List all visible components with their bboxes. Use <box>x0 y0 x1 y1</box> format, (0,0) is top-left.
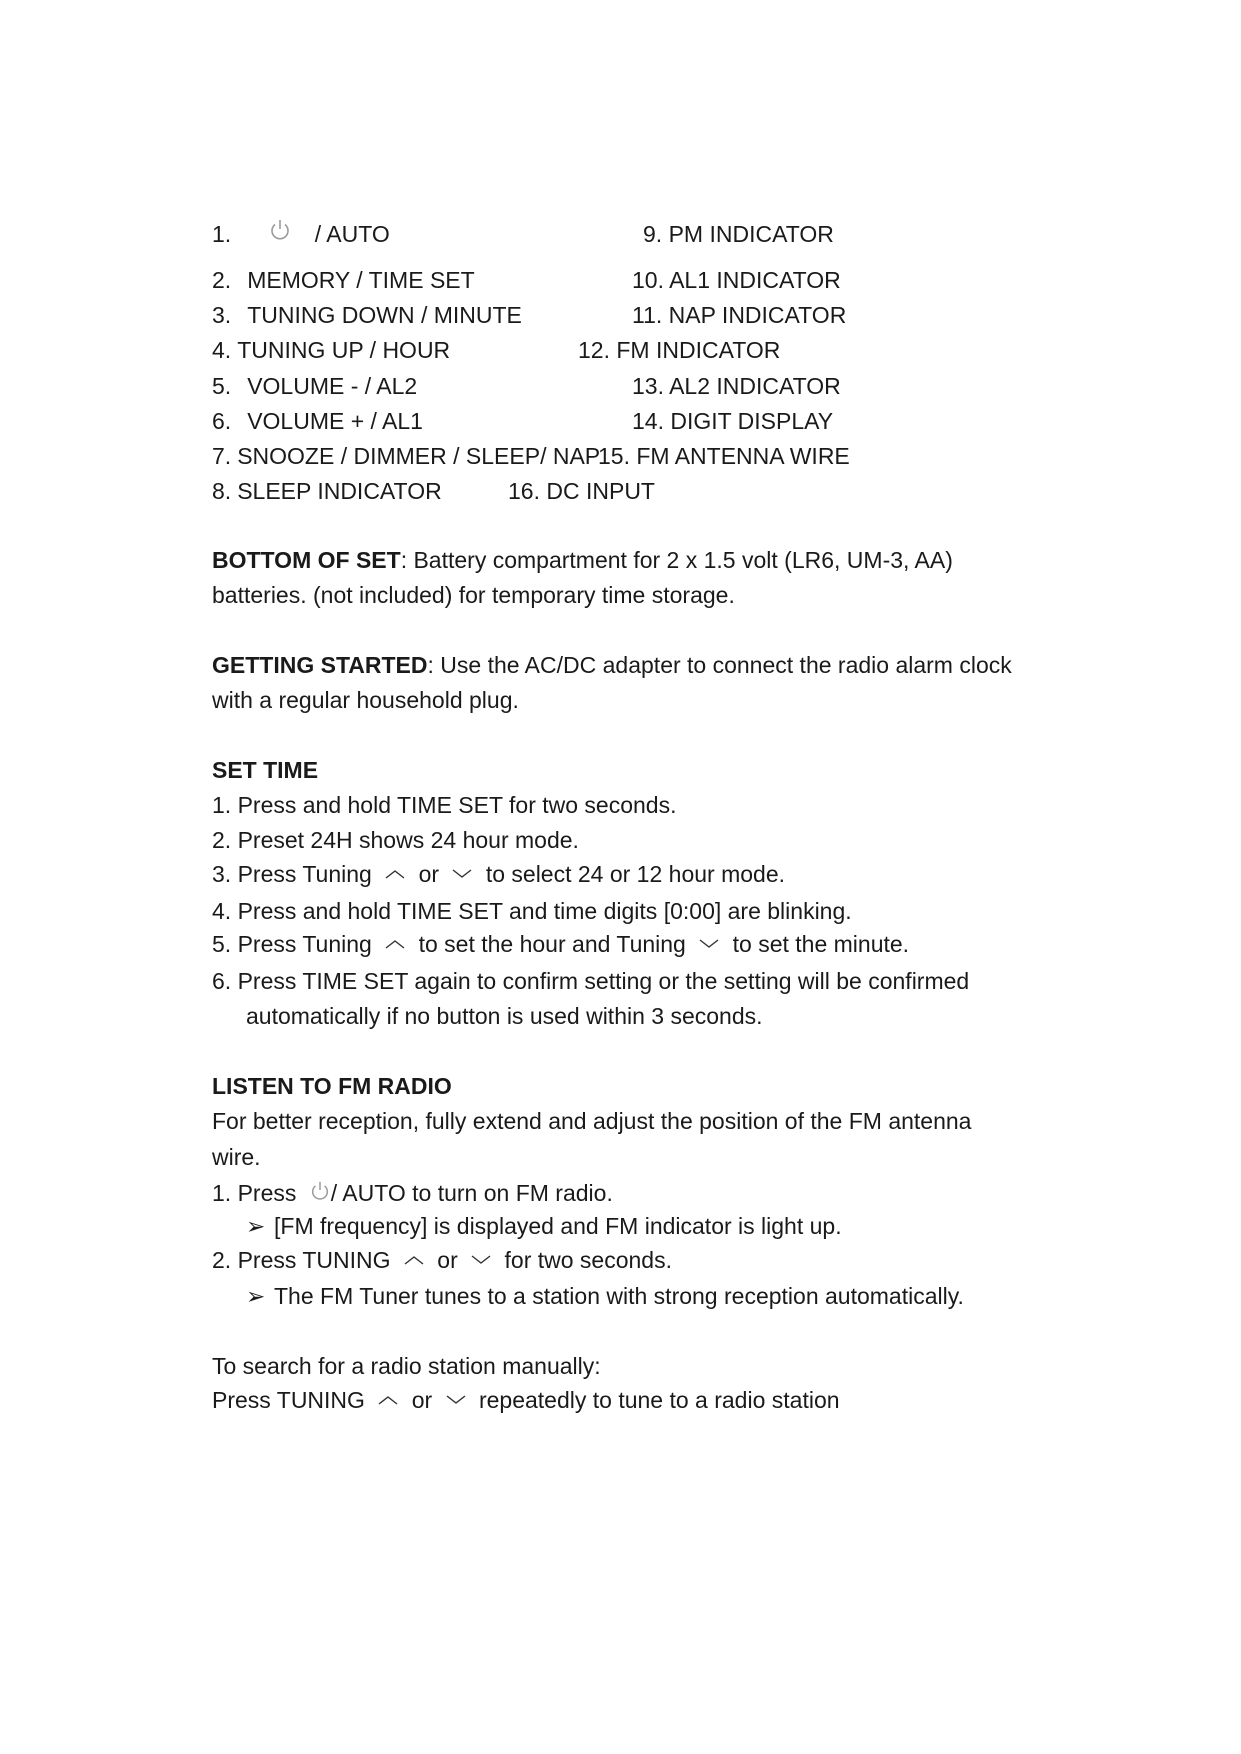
arrow-bullet-icon: ➢ <box>246 1213 266 1239</box>
bottom-of-set-line-2: batteries. (not included) for temporary time storage. <box>212 582 735 608</box>
part-label: SNOOZE / DIMMER / SLEEP/ NAP <box>237 443 601 469</box>
part-7 <box>212 445 600 468</box>
step-text: or <box>411 1387 433 1413</box>
part-4 <box>212 339 450 362</box>
step-text: The FM Tuner tunes to a station with strong reception automatically. <box>274 1283 964 1309</box>
part-1 <box>212 223 390 248</box>
power-icon <box>309 1180 331 1202</box>
tuning-up-icon <box>403 1254 425 1266</box>
part-number: 6. <box>212 408 232 434</box>
set-time-step-6-cont: automatically if no button is used within 3 seconds. <box>246 1003 763 1029</box>
tuning-up-icon <box>384 938 406 950</box>
part-label: MEMORY / TIME SET <box>247 267 475 293</box>
fm-step-2-sub <box>246 1285 964 1308</box>
part-label: SLEEP INDICATOR <box>237 478 442 504</box>
step-text: 5. Press Tuning <box>212 931 372 957</box>
part-number: 3. <box>212 302 232 328</box>
getting-started-line-1 <box>212 654 1012 677</box>
part-11: 11. NAP INDICATOR <box>632 302 847 328</box>
step-text: Press TUNING <box>212 1387 365 1413</box>
part-13: 13. AL2 INDICATOR <box>632 373 841 399</box>
step-text: for two seconds. <box>504 1247 672 1273</box>
getting-started-label: GETTING STARTED <box>212 652 428 678</box>
step-text: to set the minute. <box>732 931 910 957</box>
part-number: 5. <box>212 373 232 399</box>
step-text: 3. Press Tuning <box>212 861 372 887</box>
tuning-down-icon <box>698 938 720 950</box>
getting-started-text: : Use the AC/DC adapter to connect the radio alarm clock <box>427 652 1012 678</box>
step-text: or <box>418 861 440 887</box>
step-text: repeatedly to tune to a radio station <box>478 1387 840 1413</box>
manual-search-line-1: To search for a radio station manually: <box>212 1353 601 1379</box>
set-time-step-3 <box>212 863 785 886</box>
fm-step-1-sub <box>246 1215 842 1238</box>
part-2 <box>212 269 475 292</box>
tuning-down-icon <box>451 868 473 880</box>
part-label: VOLUME - / AL2 <box>247 373 418 399</box>
part-label: TUNING DOWN / MINUTE <box>247 302 522 328</box>
part-number: 2. <box>212 267 232 293</box>
part-number: 1. <box>212 221 232 247</box>
tuning-up-icon <box>377 1394 399 1406</box>
step-text: or <box>437 1247 458 1273</box>
fm-intro-line-1: For better reception, fully extend and adjust the position of the FM antenna <box>212 1108 972 1134</box>
part-9: 9. PM INDICATOR <box>643 221 834 247</box>
part-number: 4. <box>212 337 232 363</box>
getting-started-line-2: with a regular household plug. <box>212 687 519 713</box>
part-15: 15. FM ANTENNA WIRE <box>598 443 850 469</box>
fm-step-1 <box>212 1182 613 1206</box>
part-6 <box>212 410 423 433</box>
set-time-step-5 <box>212 933 909 956</box>
fm-radio-heading: LISTEN TO FM RADIO <box>212 1073 452 1099</box>
part-5 <box>212 375 417 398</box>
part-8 <box>212 480 442 503</box>
step-text: 2. Press TUNING <box>212 1247 391 1273</box>
part-12: 12. FM INDICATOR <box>578 337 781 363</box>
part-10: 10. AL1 INDICATOR <box>632 267 841 293</box>
power-icon <box>268 218 292 242</box>
tuning-up-icon <box>384 868 406 880</box>
step-text: 1. Press <box>212 1180 297 1206</box>
step-text: to select 24 or 12 hour mode. <box>485 861 786 887</box>
tuning-down-icon <box>445 1394 467 1406</box>
arrow-bullet-icon: ➢ <box>246 1283 266 1309</box>
part-number: 7. <box>212 443 232 469</box>
bottom-of-set-label: BOTTOM OF SET <box>212 547 401 573</box>
part-14: 14. DIGIT DISPLAY <box>632 408 834 434</box>
manual-search-line-2 <box>212 1389 840 1412</box>
part-16: 16. DC INPUT <box>508 478 655 504</box>
set-time-step-4: 4. Press and hold TIME SET and time digits [0:00] are blinking. <box>212 898 852 924</box>
tuning-down-icon <box>470 1254 492 1266</box>
fm-intro-line-2: wire. <box>212 1144 261 1170</box>
set-time-step-1: 1. Press and hold TIME SET for two seconds. <box>212 792 677 818</box>
bottom-of-set-text: : Battery compartment for 2 x 1.5 volt (LR6, UM-3, AA) <box>400 547 953 573</box>
set-time-step-6: 6. Press TIME SET again to confirm setting or the setting will be confirmed <box>212 968 970 994</box>
bottom-of-set-line-1 <box>212 549 953 572</box>
part-label: / AUTO <box>314 221 390 247</box>
set-time-step-2: 2. Preset 24H shows 24 hour mode. <box>212 827 579 853</box>
step-text: / AUTO to turn on FM radio. <box>330 1180 613 1206</box>
set-time-heading: SET TIME <box>212 757 319 783</box>
part-label: VOLUME + / AL1 <box>247 408 423 434</box>
step-text: to set the hour and Tuning <box>418 931 686 957</box>
step-text: [FM frequency] is displayed and FM indicator is light up. <box>274 1213 842 1239</box>
part-label: TUNING UP / HOUR <box>237 337 451 363</box>
fm-step-2 <box>212 1249 672 1272</box>
part-number: 8. <box>212 478 232 504</box>
part-3 <box>212 304 522 327</box>
